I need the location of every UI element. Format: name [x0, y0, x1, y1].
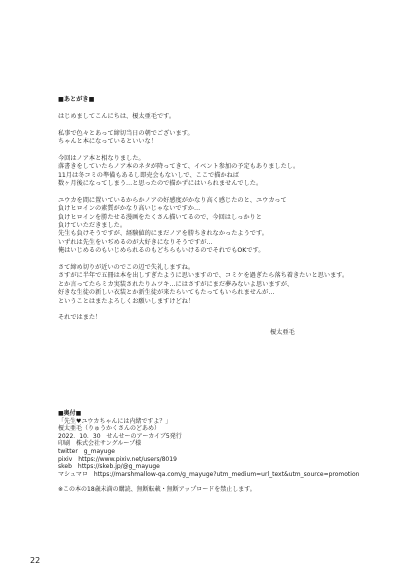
- afterword-line: 私事で色々とあって締切当日の朝でございます。: [58, 129, 194, 137]
- paragraph-gap: [58, 121, 350, 129]
- afterword-line: 負けヒロインの素質がかなり高いじゃないですか…: [58, 205, 201, 213]
- afterword-line: さすがに半年で五冊は本を出しすぎたように思いますので、コミケを過ぎたら落ち着きたいと思います。: [58, 272, 349, 280]
- afterword-line: ということはまたよろしくお願いしますけどね！: [58, 297, 195, 305]
- colophon-line: 「先生♥ユウカちゃんには内緒ですよ？」: [58, 417, 172, 425]
- colophon-heading: ■奥付■: [58, 410, 82, 417]
- colophon-line: skeb https://skeb.jp/@g_mayuge: [58, 463, 160, 471]
- afterword-line: とか言ってたらミカ実装されたりムツキ…にはさすがにまだ夢みないよ思いますが、: [58, 280, 294, 288]
- colophon-line: twitter g_mayuge: [58, 447, 115, 455]
- afterword-line: 先生も負けそうですが、経験値的にまだノアを勝ちきれなかったようです。: [58, 230, 268, 238]
- afterword-line: 今回はノア本と相なりました。: [58, 154, 145, 162]
- paragraph-gap: [58, 104, 350, 112]
- afterword-section: [58, 96, 350, 323]
- paragraph-gap: [58, 146, 350, 154]
- paragraph-gap: [58, 306, 350, 314]
- paragraph-gap: [58, 256, 350, 264]
- afterword-line: それではまた！: [58, 314, 102, 322]
- paragraph-gap: [58, 188, 350, 196]
- colophon-section: [58, 410, 358, 494]
- page-number: 22: [30, 556, 41, 565]
- afterword-line: 数ヶ月後になってしまう…と思ったので描かずにはいられませんでした。: [58, 180, 263, 188]
- afterword-line: ちゃんと本になっているといいな！: [58, 138, 157, 145]
- colophon-line: pixiv https://www.pixiv.net/users/8019: [58, 455, 177, 463]
- afterword-line: 11月は冬コミの準備もあるし即売会もないしで、ここで描かねば: [58, 171, 239, 179]
- colophon-line: [58, 478, 358, 486]
- colophon-line: マシュマロ https://marshmallow-qa.com/g_mayuge?utm_medium=url_text&utm_source=promotion: [58, 470, 360, 478]
- colophon-line: 印刷 株式会社サングループ様: [58, 440, 142, 448]
- afterword-line: いずれは先生をいぢめるのが大好きになりそうですが…: [58, 238, 213, 246]
- afterword-line: さて締め切りが近いのでこの辺で失礼しますね。: [58, 264, 195, 272]
- afterword-line: ユウカを間に置いているからかノアの好感度がかなり高く感じたのと、ユウカって: [58, 196, 287, 204]
- afterword-line: はじめましてこんにちは、榎太亜毛です。: [58, 112, 176, 120]
- afterword-heading: ■あとがき■: [58, 96, 95, 103]
- afterword-line: 負けていただきました。: [58, 222, 127, 230]
- afterword-line: 負けヒロインを勝たせる漫画をたくさん描いてるので、今回はしっかりと: [58, 213, 262, 221]
- author-signature: 榎太亜毛: [270, 329, 295, 336]
- colophon-line: 2022．10．30 せんせーのアーカイブ5発行: [58, 432, 182, 440]
- colophon-line: ※この本の18歳未満の購読、無断転載・無断アップロードを禁止します。: [58, 485, 256, 493]
- afterword-line: 落書きをしていたらノア本のネタが降ってきて、イベント参加の予定もありましたし。: [58, 163, 300, 171]
- colophon-line: 榎太亜毛（りゅうかくさんのどあめ）: [58, 425, 161, 433]
- afterword-line: 俺はいじめるのもいじめられるのもどちらもいけるのでそれでもOKです。: [58, 247, 265, 255]
- afterword-line: 好きな生徒の新しい衣装とか新生徒が来たらいてもたってもいられませんが…: [58, 289, 275, 297]
